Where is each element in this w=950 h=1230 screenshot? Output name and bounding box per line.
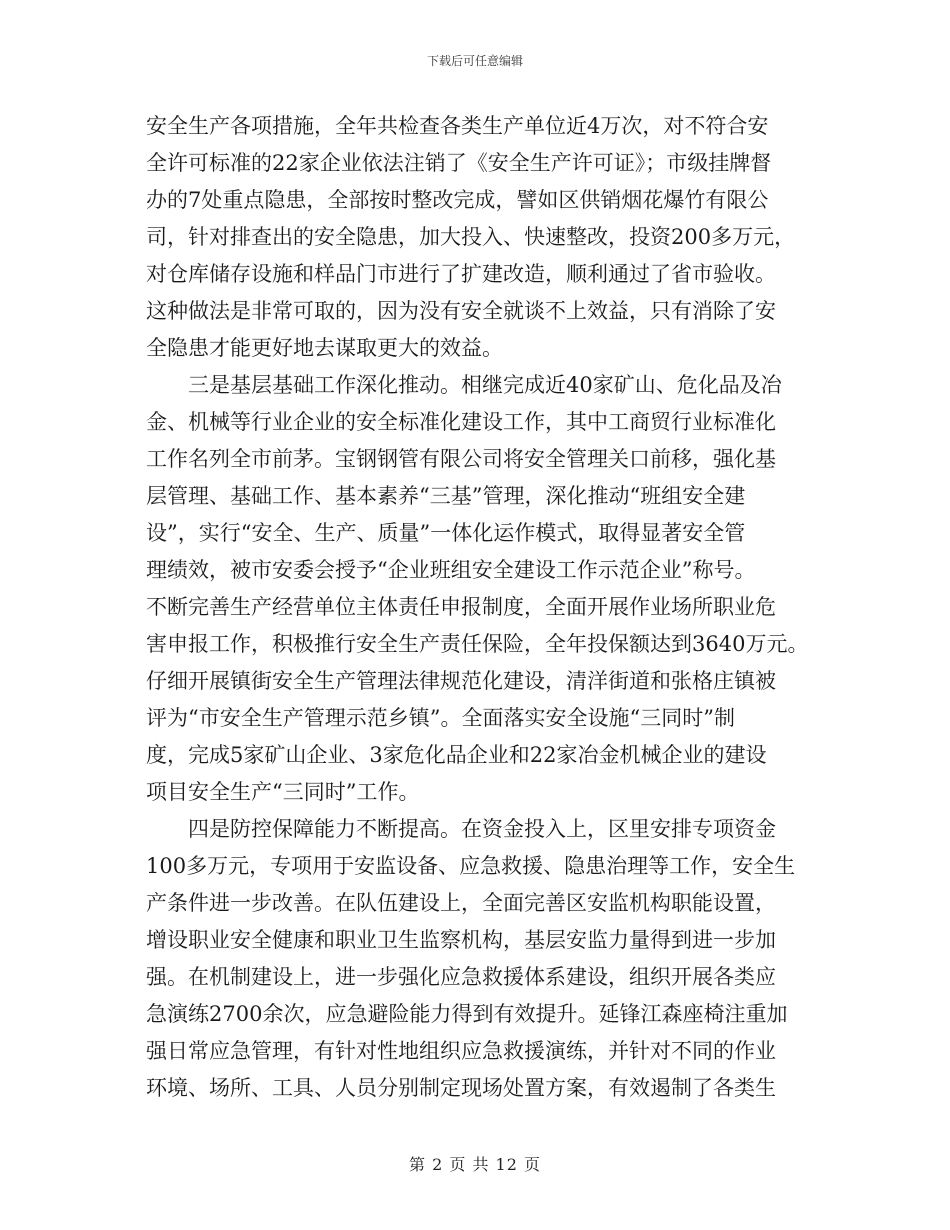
text-line: 度，完成5家矿山企业、3家危化品企业和22家冶金机械企业的建设 [146, 743, 767, 767]
text-line: 金、机械等行业企业的安全标准化建设工作，其中工商贸行业标准化 [146, 410, 776, 434]
page-header: 下载后可任意编辑 [426, 54, 523, 68]
text-line: 环境、场所、工具、人员分别制定现场处置方案，有效遏制了各类生 [146, 1076, 776, 1100]
text-line: 项目安全生产“三同时”工作。 [146, 780, 420, 804]
text-line: 仔细开展镇街安全生产管理法律规范化建设，清洋街道和张格庄镇被 [146, 669, 776, 693]
text-line: 全隐患才能更好地去谋取更大的效益。 [146, 336, 503, 360]
page-footer: 第 2 页 共 12 页 [409, 1155, 541, 1174]
text-line: 办的7处重点隐患，全部按时整改完成，譬如区供销烟花爆竹有限公 [146, 188, 769, 212]
text-line: 层管理、基础工作、基本素养“三基”管理，深化推动“班组安全建 [146, 484, 746, 508]
text-line: 四是防控保障能力不断提高。在资金投入上，区里安排专项资金 [146, 817, 776, 841]
text-line: 100多万元，专项用于安监设备、应急救援、隐患治理等工作，安全生 [146, 854, 796, 878]
text-line: 增设职业安全健康和职业卫生监察机构，基层安监力量得到进一步加 [146, 928, 776, 952]
text-line: 不断完善生产经营单位主体责任申报制度，全面开展作业场所职业危 [146, 595, 776, 619]
text-line: 理绩效，被市安委会授予“企业班组安全建设工作示范企业”称号。 [146, 558, 756, 582]
text-line: 设”，实行“安全、生产、质量”一体化运作模式，取得显著安全管 [146, 521, 746, 545]
text-line: 产条件进一步改善。在队伍建设上，全面完善区安监机构职能设置， [146, 891, 776, 915]
text-line: 对仓库储存设施和样品门市进行了扩建改造，顺利通过了省市验收。 [146, 262, 776, 286]
text-line: 司，针对排查出的安全隐患，加大投入、快速整改，投资200多万元， [146, 225, 796, 249]
text-line: 强。在机制建设上，进一步强化应急救援体系建设，组织开展各类应 [146, 965, 776, 989]
text-line: 工作名列全市前茅。宝钢钢管有限公司将安全管理关口前移，强化基 [146, 447, 776, 471]
text-line: 急演练2700余次，应急避险能力得到有效提升。延锋江森座椅注重加 [146, 1002, 788, 1026]
text-line: 三是基层基础工作深化推动。相继完成近40家矿山、危化品及冶 [146, 373, 782, 397]
document-body [146, 108, 809, 1107]
text-line: 评为“市安全生产管理示范乡镇”。全面落实安全设施“三同时”制 [146, 706, 735, 730]
text-line: 强日常应急管理，有针对性地组织应急救援演练，并针对不同的作业 [146, 1039, 776, 1063]
text-line: 全许可标准的22家企业依法注销了《安全生产许可证》；市级挂牌督 [146, 151, 772, 175]
text-line: 这种做法是非常可取的，因为没有安全就谈不上效益，只有消除了安 [146, 299, 776, 323]
text-line: 安全生产各项措施，全年共检查各类生产单位近4万次，对不符合安 [146, 114, 769, 138]
text-line: 害申报工作，积极推行安全生产责任保险，全年投保额达到3640万元。 [146, 632, 809, 656]
